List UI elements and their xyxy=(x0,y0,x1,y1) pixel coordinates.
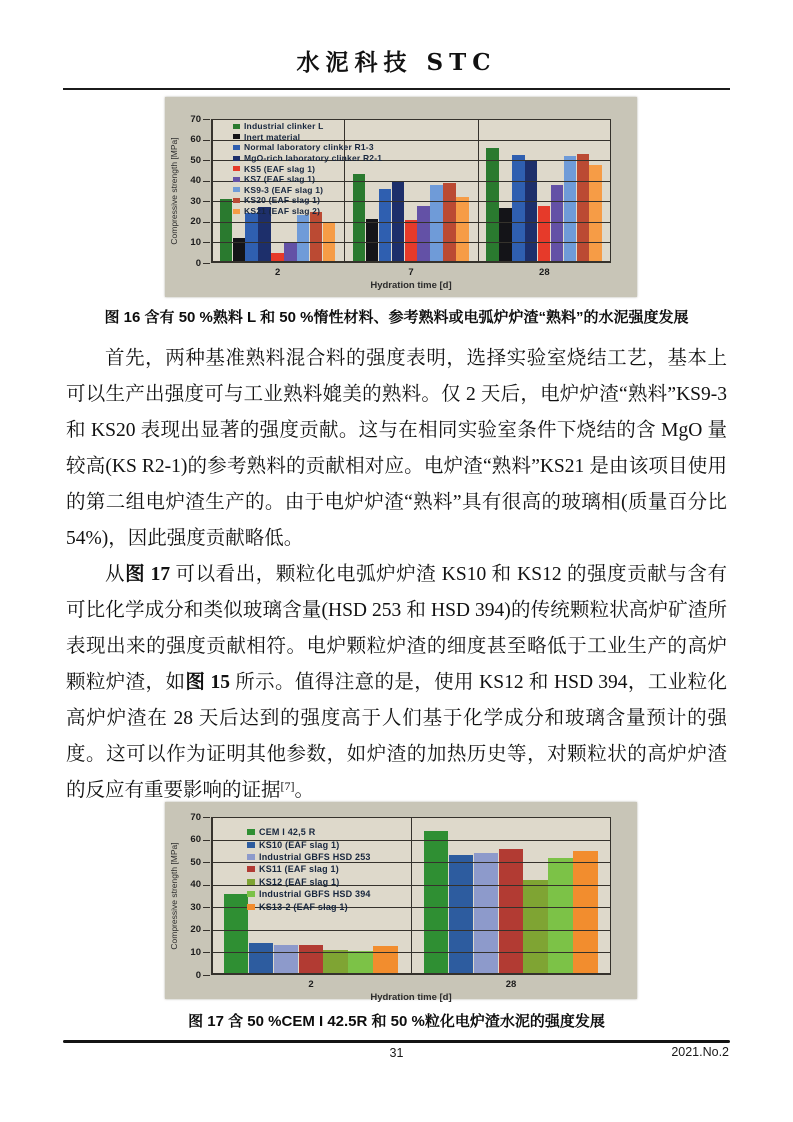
legend-label: Industrial GBFS HSD 253 xyxy=(259,851,371,862)
group-separator xyxy=(411,817,412,975)
legend-label: Industrial GBFS HSD 394 xyxy=(259,889,371,900)
y-tick-label: 30 xyxy=(190,195,201,207)
legend-label: CEM I 42,5 R xyxy=(259,827,316,838)
legend-swatch xyxy=(233,124,240,129)
legend-item xyxy=(233,195,382,206)
legend-item xyxy=(233,121,382,132)
y-tick-mark xyxy=(203,242,210,243)
reference-superscript: [7] xyxy=(280,779,295,793)
legend-item xyxy=(247,851,371,863)
bar-ks7-eaf-slag-1- xyxy=(284,242,296,263)
legend-swatch xyxy=(233,134,240,139)
gridline xyxy=(211,222,611,223)
y-tick-label: 20 xyxy=(190,924,201,936)
bar-ks12-eaf-slag-1- xyxy=(323,950,347,975)
bar-inert-material xyxy=(499,208,511,263)
bar-ks20-eaf-slag-1- xyxy=(577,154,589,263)
y-tick-mark xyxy=(203,952,210,953)
legend-item xyxy=(233,185,382,196)
legend-item xyxy=(233,132,382,143)
figure16-caption: 图 16 含有 50 %熟料 L 和 50 %惰性材料、参考熟料或电弧炉炉渣“熟料”的水泥强度发展 xyxy=(104,309,689,326)
y-tick-label: 30 xyxy=(190,901,201,913)
y-tick-label: 10 xyxy=(190,236,201,248)
x-tick-label: 2 xyxy=(275,267,281,278)
y-tick-label: 0 xyxy=(195,257,201,269)
y-axis-title: Compressive strength [MPa] xyxy=(169,137,179,245)
bar-ks5-eaf-slag-1- xyxy=(405,220,417,263)
legend-swatch xyxy=(247,904,255,910)
legend-label: KS21 (EAF slag 2) xyxy=(244,206,321,217)
y-tick-mark xyxy=(203,140,210,141)
x-axis-title: Hydration time [d] xyxy=(370,280,452,291)
legend-item xyxy=(233,153,382,164)
legend-label: KS13-2 (EAF slag 1) xyxy=(259,901,348,912)
bar-industrial-gbfs-hsd-253 xyxy=(474,853,498,975)
legend-item xyxy=(233,142,382,153)
legend-swatch xyxy=(247,879,255,885)
y-tick-label: 70 xyxy=(190,811,201,823)
page-number: 31 xyxy=(389,1046,404,1060)
text-segment: 可以看出，颗粒化电弧炉炉渣 KS10 和 KS12 的强度贡献与含有可比化学成分和类似玻璃含量(HSD 253 和 HSD 394)的传统颗粒状高炉矿渣所表现出来的强度贡献相符。电炉颗粒炉渣的细度甚至略低于工业生产的高炉颗粒炉渣，如 xyxy=(66,564,727,693)
legend-label: KS11 (EAF slag 1) xyxy=(259,864,339,875)
bar-ks11-eaf-slag-1- xyxy=(299,945,323,975)
bar-ks5-eaf-slag-1- xyxy=(271,253,283,263)
figure17-bar-chart xyxy=(165,802,637,1003)
legend-label: KS9-3 (EAF slag 1) xyxy=(244,184,324,195)
y-tick-label: 10 xyxy=(190,946,201,958)
gridline xyxy=(211,119,611,120)
y-axis-title: Compressive strength [MPa] xyxy=(169,842,179,950)
bar-ks12-eaf-slag-1- xyxy=(523,880,547,975)
y-tick-label: 60 xyxy=(190,134,201,146)
legend-item xyxy=(247,876,371,888)
bar-ks10-eaf-slag-1- xyxy=(449,855,473,975)
bar-ks7-eaf-slag-1- xyxy=(417,206,429,263)
x-tick-label: 28 xyxy=(539,267,550,278)
legend-label: KS7 (EAF slag 1) xyxy=(244,174,316,185)
bar-ks13-2-eaf-slag-1- xyxy=(373,946,397,975)
legend-item xyxy=(247,888,371,900)
bar-industrial-gbfs-hsd-394 xyxy=(348,951,372,975)
bar-industrial-clinker-l xyxy=(486,148,498,263)
legend-swatch xyxy=(233,166,240,171)
figure16-bar-chart xyxy=(165,97,637,297)
text-segment: 从 xyxy=(105,564,126,585)
text-segment: 所示。值得注意的是，使用 KS12 和 HSD 394，工业粒化高炉炉渣在 28 天后达到的强度高于人们基于化学成分和玻璃含量预计的强度。这可以作为证明其他参数，如炉渣的加热历史等，对颗粒状的高炉炉渣的反应有重要影响的证据 xyxy=(66,672,727,801)
legend-label: Inert material xyxy=(244,131,301,142)
body-text xyxy=(66,341,727,809)
y-tick-label: 70 xyxy=(190,113,201,125)
y-tick-mark xyxy=(203,263,210,264)
legend-swatch xyxy=(247,891,255,897)
legend-swatch xyxy=(233,145,240,150)
legend-swatch xyxy=(233,198,240,203)
y-tick-mark xyxy=(203,907,210,908)
bar-normal-laboratory-clinker-r1-3 xyxy=(512,155,524,263)
x-axis-title: Hydration time [d] xyxy=(370,992,452,1003)
bold-text: 图 17 xyxy=(125,564,171,585)
legend-label: Normal laboratory clinker R1-3 xyxy=(244,142,374,153)
y-tick-label: 20 xyxy=(190,216,201,228)
legend-label: MgO-rich laboratory clinker R2-1 xyxy=(244,153,383,164)
y-tick-mark xyxy=(203,975,210,976)
x-tick-label: 2 xyxy=(308,979,314,990)
legend-swatch xyxy=(247,842,255,848)
text-segment: 首先，两种基准熟料混合料的强度表明，选择实验室烧结工艺，基本上可以生产出强度可与工业熟料媲美的熟料。仅 2 天后，电炉炉渣“熟料”KS9-3 和 KS20 表现出显著的强度贡献。这与在相同实验室条件下烧结的含 MgO 量较高(KS R2-1)的参考熟料的贡献相对应。电炉渣“熟料”KS21 是由该项目使用的第二组电炉渣生产的。由于电炉炉渣“熟料”具有很高的玻璃相(质量百分比 54%)，因此强度贡献略低。 xyxy=(66,348,727,549)
y-tick-mark xyxy=(203,160,210,161)
y-tick-mark xyxy=(203,119,210,120)
legend-swatch xyxy=(247,829,255,835)
legend xyxy=(247,826,371,913)
legend-item xyxy=(247,900,371,912)
bar-ks20-eaf-slag-1- xyxy=(443,183,455,263)
legend xyxy=(233,121,382,216)
legend-swatch xyxy=(233,187,240,192)
x-tick-label: 28 xyxy=(505,979,517,990)
y-tick-label: 40 xyxy=(190,175,201,187)
y-tick-mark xyxy=(203,817,210,818)
paragraph-2 xyxy=(66,557,727,809)
bar-ks9-3-eaf-slag-1- xyxy=(430,185,442,263)
bar-ks9-3-eaf-slag-1- xyxy=(564,156,576,263)
bar-industrial-gbfs-hsd-394 xyxy=(548,858,572,975)
y-tick-mark xyxy=(203,930,210,931)
legend-swatch xyxy=(233,156,240,161)
legend-item xyxy=(233,206,382,217)
bar-industrial-gbfs-hsd-253 xyxy=(274,945,298,975)
legend-swatch xyxy=(233,177,240,182)
bar-ks5-eaf-slag-1- xyxy=(538,206,550,263)
legend-label: KS10 (EAF slag 1) xyxy=(259,839,340,850)
legend-swatch xyxy=(233,209,240,214)
legend-swatch xyxy=(247,866,255,872)
text-segment: 。 xyxy=(294,780,315,801)
header-rule xyxy=(63,88,730,90)
bar-normal-laboratory-clinker-r1-3 xyxy=(245,213,257,263)
y-tick-label: 60 xyxy=(190,834,201,846)
legend-label: KS5 (EAF slag 1) xyxy=(244,163,316,174)
y-tick-label: 0 xyxy=(195,969,201,981)
legend-label: KS20 (EAF slag 1) xyxy=(244,195,321,206)
bar-ks10-eaf-slag-1- xyxy=(249,943,273,975)
bar-ks20-eaf-slag-1- xyxy=(310,212,322,263)
legend-item xyxy=(247,838,371,850)
issue-number: 2021.No.2 xyxy=(671,1045,729,1059)
y-tick-label: 50 xyxy=(190,856,201,868)
bar-ks7-eaf-slag-1- xyxy=(551,185,563,263)
bar-mgo-rich-laboratory-clinker-r2-1 xyxy=(525,160,537,263)
legend-item xyxy=(247,863,371,875)
legend-label: KS12 (EAF slag 1) xyxy=(259,876,340,887)
group-separator xyxy=(478,119,479,263)
y-tick-mark xyxy=(203,885,210,886)
bar-ks21-eaf-slag-2- xyxy=(456,197,468,263)
y-tick-label: 50 xyxy=(190,154,201,166)
paragraph-1 xyxy=(66,341,727,557)
y-tick-mark xyxy=(203,862,210,863)
x-tick-label: 7 xyxy=(408,267,414,278)
footer-rule xyxy=(63,1040,730,1043)
bar-cem-i-42-5-r xyxy=(224,894,248,975)
bar-ks13-2-eaf-slag-1- xyxy=(573,851,597,975)
legend-item xyxy=(233,174,382,185)
y-tick-mark xyxy=(203,840,210,841)
legend-label: Industrial clinker L xyxy=(244,121,324,132)
journal-title: 水泥科技 STC xyxy=(296,49,497,76)
bold-text: 图 15 xyxy=(185,672,230,693)
gridline xyxy=(211,242,611,243)
bar-industrial-clinker-l xyxy=(220,199,232,263)
bar-ks11-eaf-slag-1- xyxy=(499,849,523,975)
y-tick-label: 40 xyxy=(190,879,201,891)
y-tick-mark xyxy=(203,181,210,182)
legend-item xyxy=(233,163,382,174)
legend-item xyxy=(247,826,371,838)
figure17-caption: 图 17 含 50 %CEM I 42.5R 和 50 %粒化电炉渣水泥的强度发展 xyxy=(188,1013,605,1030)
y-tick-mark xyxy=(203,222,210,223)
y-tick-mark xyxy=(203,201,210,202)
legend-swatch xyxy=(247,854,255,860)
bar-inert-material xyxy=(366,219,378,263)
